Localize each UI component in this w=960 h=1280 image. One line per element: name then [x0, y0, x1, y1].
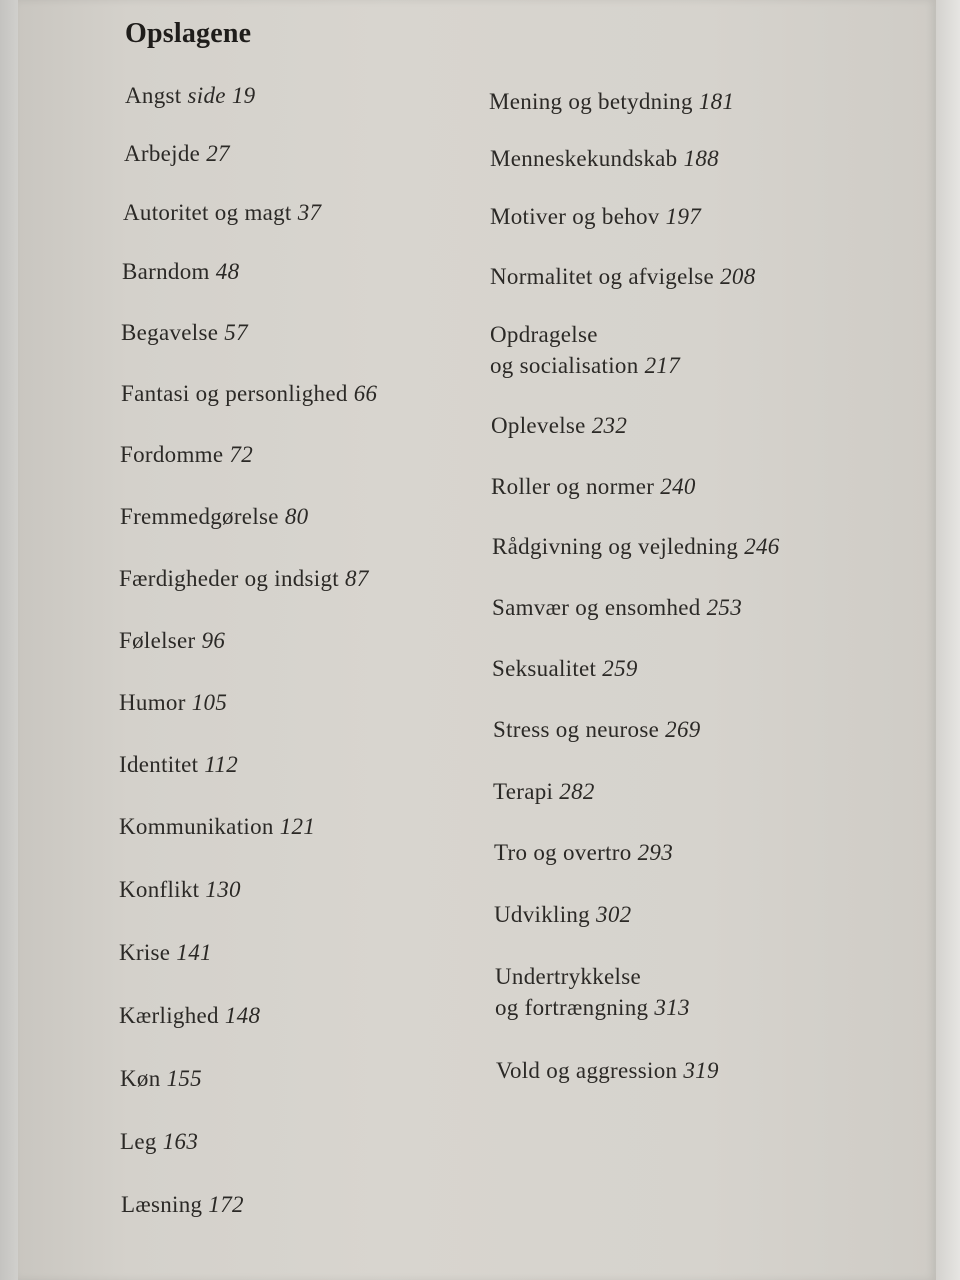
toc-entry	[119, 937, 212, 968]
entry-topic: Terapi	[493, 779, 554, 804]
entry-page-number: 87	[345, 566, 369, 591]
entry-page-number: 19	[231, 83, 256, 108]
entry-page-number: 181	[698, 89, 735, 114]
entry-topic: Tro og overtro	[494, 840, 632, 865]
toc-entry	[490, 261, 756, 292]
entry-topic: Udvikling	[494, 902, 590, 927]
toc-entry	[492, 531, 780, 562]
entry-topic: Menneskekundskab	[490, 146, 678, 171]
entry-page-number: 313	[654, 995, 690, 1020]
entry-page-number: 163	[162, 1129, 199, 1154]
toc-entry	[119, 563, 369, 594]
toc-entry	[119, 811, 315, 842]
entry-topic: Køn	[120, 1066, 161, 1091]
entry-topic: Følelser	[119, 628, 196, 653]
entry-page-number: 269	[665, 717, 701, 742]
toc-entry	[489, 86, 734, 117]
entry-topic: Konflikt	[119, 877, 200, 902]
entry-page-number: 37	[297, 200, 322, 225]
toc-entry	[119, 749, 238, 780]
entry-topic: Normalitet og afvigelse	[490, 264, 715, 289]
toc-entry	[125, 80, 255, 111]
entry-topic: Mening og betydning	[489, 89, 693, 114]
entry-page-number: 302	[596, 902, 632, 927]
entry-page-number: 232	[591, 413, 628, 438]
entry-page-number: 148	[224, 1003, 261, 1028]
entry-topic: Arbejde	[124, 141, 201, 166]
toc-entry	[121, 1189, 244, 1220]
entry-topic: Autoritet og magt	[123, 200, 292, 225]
entry-page-number: 253	[706, 595, 743, 620]
entry-page-number: 208	[720, 264, 756, 289]
toc-entry	[490, 143, 719, 174]
entry-page-number: 217	[644, 353, 680, 378]
toc-entry	[493, 714, 701, 745]
entry-page-number: 155	[166, 1066, 202, 1091]
entry-page-number: 27	[206, 141, 230, 166]
toc-entry	[494, 899, 631, 930]
entry-page-number: 105	[191, 690, 228, 715]
entry-topic: Færdigheder og indsigt	[119, 566, 339, 591]
entry-topic-continued: og fortrængning	[495, 995, 649, 1020]
entry-page-number: 246	[744, 534, 780, 559]
toc-entry	[121, 317, 248, 348]
entry-page-number: 319	[683, 1058, 719, 1083]
entry-page-prefix: side	[187, 83, 226, 108]
entry-topic: Leg	[120, 1129, 157, 1154]
toc-entry	[495, 961, 690, 1023]
entry-topic: Fantasi og personlighed	[121, 381, 348, 406]
entry-page-number: 130	[205, 877, 241, 902]
toc-entry	[490, 319, 680, 381]
entry-page-number: 197	[665, 204, 702, 229]
toc-entry	[491, 471, 696, 502]
toc-entry	[491, 410, 627, 441]
entry-page-number: 48	[215, 259, 240, 284]
entry-topic: Fremmedgørelse	[120, 504, 279, 529]
entry-topic: Roller og normer	[491, 474, 655, 499]
toc-entry	[119, 874, 241, 905]
toc-entry	[490, 201, 701, 232]
entry-page-number: 259	[602, 656, 638, 681]
entry-page-number: 112	[204, 752, 239, 777]
entry-topic: Angst	[125, 83, 182, 108]
entry-topic: Seksualitet	[492, 656, 597, 681]
toc-entry	[496, 1055, 719, 1086]
entry-topic: Fordomme	[120, 442, 224, 467]
entry-topic: Krise	[119, 940, 171, 965]
toc-entry	[120, 1126, 198, 1157]
toc-entry	[119, 625, 225, 656]
entry-topic: Begavelse	[121, 320, 219, 345]
entry-topic: Vold og aggression	[496, 1058, 678, 1083]
toc-entry	[122, 256, 239, 287]
entry-page-number: 141	[176, 940, 212, 965]
toc-entry	[492, 592, 742, 623]
entry-page-number: 57	[224, 320, 248, 345]
toc-entry	[119, 1000, 260, 1031]
entry-page-number: 72	[229, 442, 254, 467]
entry-topic: Oplevelse	[491, 413, 586, 438]
entry-page-number: 293	[637, 840, 673, 865]
entry-topic: Stress og neurose	[493, 717, 660, 742]
page-title: Opslagene	[125, 18, 252, 49]
entry-page-number: 96	[201, 628, 226, 653]
entry-topic: Opdragelse	[490, 322, 598, 347]
toc-entry	[120, 439, 253, 470]
entry-topic: Identitet	[119, 752, 199, 777]
toc-entry	[493, 776, 595, 807]
entry-topic-continued: og socialisation	[490, 353, 639, 378]
entry-page-number: 66	[353, 381, 378, 406]
entry-topic: Rådgivning og vejledning	[492, 534, 739, 559]
toc-entry	[124, 138, 230, 169]
entry-page-number: 188	[683, 146, 719, 171]
toc-entry	[119, 687, 227, 718]
entry-page-number: 240	[660, 474, 696, 499]
entry-topic: Kommunikation	[119, 814, 274, 839]
toc-entry	[123, 197, 321, 228]
toc-entry	[120, 501, 308, 532]
toc-entry	[120, 1063, 202, 1094]
toc-entry	[121, 378, 377, 409]
toc-entry	[492, 653, 638, 684]
entry-topic: Undertrykkelse	[495, 964, 641, 989]
entry-page-number: 80	[284, 504, 309, 529]
toc-entry	[494, 837, 673, 868]
entry-topic: Læsning	[121, 1192, 203, 1217]
entry-topic: Humor	[119, 690, 186, 715]
entry-page-number: 121	[279, 814, 316, 839]
entry-page-number: 172	[208, 1192, 244, 1217]
entry-page-number: 282	[559, 779, 595, 804]
entry-topic: Barndom	[122, 259, 210, 284]
entry-topic: Samvær og ensomhed	[492, 595, 701, 620]
entry-topic: Kærlighed	[119, 1003, 219, 1028]
entry-topic: Motiver og behov	[490, 204, 660, 229]
